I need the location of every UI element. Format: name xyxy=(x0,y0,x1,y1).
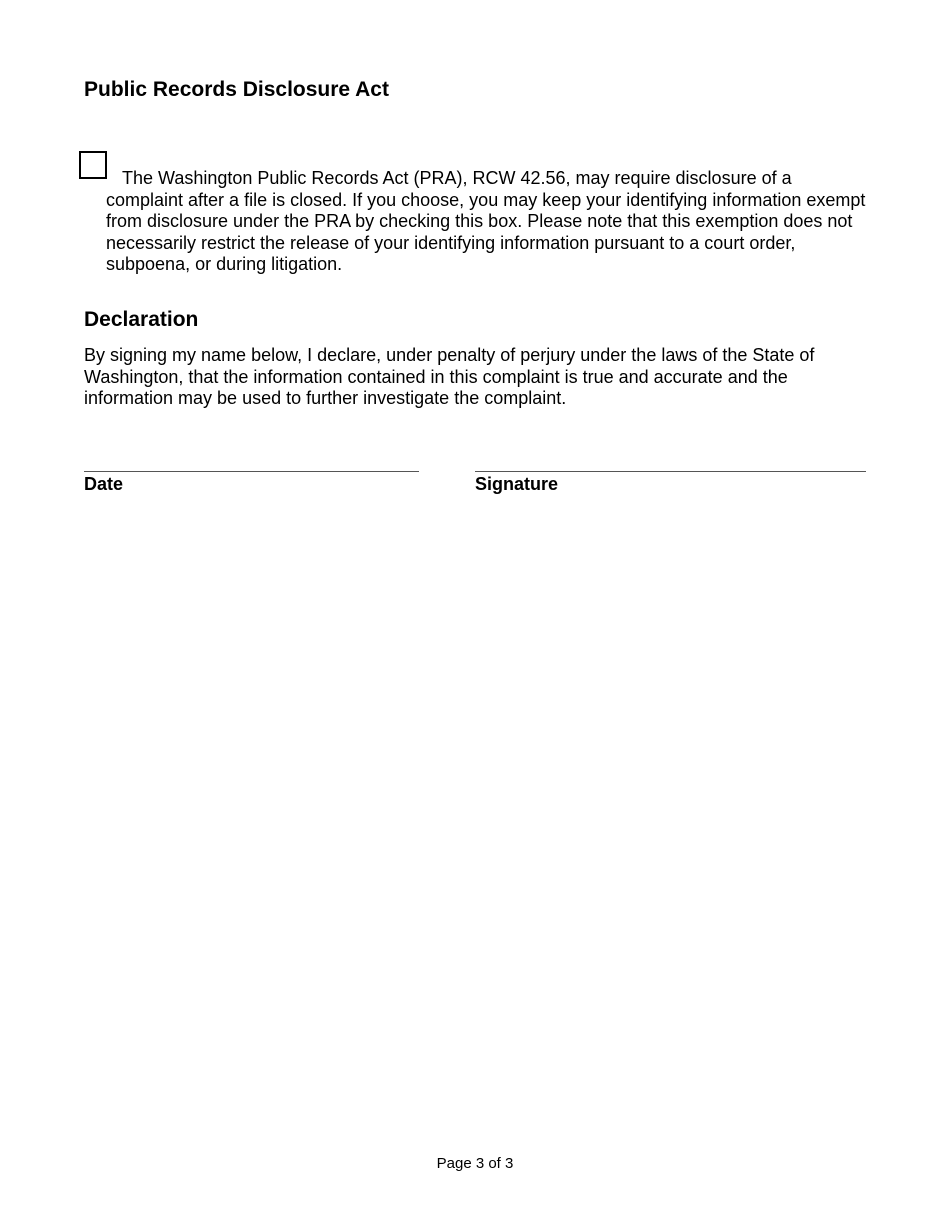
pra-section-title: Public Records Disclosure Act xyxy=(84,78,389,101)
declaration-title: Declaration xyxy=(84,308,199,331)
date-field-line[interactable] xyxy=(84,471,419,472)
date-label: Date xyxy=(84,474,124,494)
declaration-text: By signing my name below, I declare, under penalty of perjury under the laws of the State of Washington, that the information contained in this complaint is true and accurate and the information may be used to further investigate the complaint. xyxy=(84,345,815,408)
signature-label: Signature xyxy=(475,474,559,494)
pra-exemption-checkbox[interactable] xyxy=(79,151,107,179)
pra-exemption-text: The Washington Public Records Act (PRA), RCW 42.56, may require disclosure of a complaint after a file is closed. If you choose, you may keep your identifying information exempt from disclosure under the PRA by checking this box. Please note that this exemption does not necessarily restrict the release of your identifying information pursuant to a court order, subpoena, or during litigation. xyxy=(106,168,866,274)
page-number: Page 3 of 3 xyxy=(436,1155,514,1172)
signature-field-line[interactable] xyxy=(475,471,866,472)
